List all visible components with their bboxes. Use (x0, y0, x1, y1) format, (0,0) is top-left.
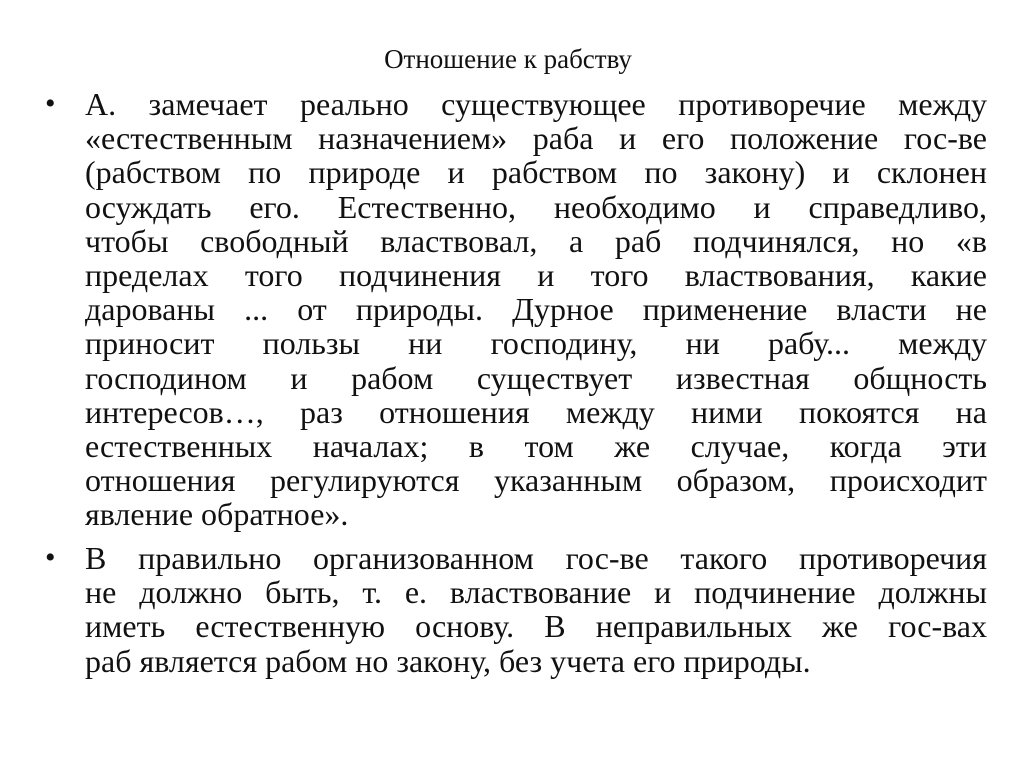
text-line: естественных началах; в том же случае, когда эти (85, 427, 987, 464)
text-line: приносит пользы ни господину, ни рабу... между (85, 325, 987, 362)
bullet-icon: • (45, 87, 56, 120)
text-line: осуждать его. Естественно, необходимо и справедливо, (85, 188, 987, 225)
text-line: пределах того подчинения и того властвования, какие (85, 256, 987, 293)
text-line: отношения регулируются указанным образом, происходит (85, 462, 987, 499)
text-line: (рабством по природе и рабством по закону) и склонен (85, 154, 987, 191)
text-line: господином и рабом существует известная общность (85, 359, 987, 396)
text-line: раб является рабом но закону, без учета его природы. (85, 642, 811, 679)
bullet-paragraph-1 (45, 86, 987, 533)
text-line: иметь естественную основу. В неправильных же гос-вах (85, 608, 987, 645)
text-line: не должно быть, т. е. властвование и подчинение должны (85, 574, 987, 611)
bullet-paragraph-2 (45, 540, 987, 679)
text-line: чтобы свободный властвовал, а раб подчинялся, но «в (85, 222, 987, 259)
text-line: «естественным назначением» раба и его положение гос-ве (85, 120, 987, 157)
text-line: В правильно организованном гос-ве такого противоречия (85, 540, 987, 576)
bullet-icon: • (45, 541, 56, 574)
text-line: А. замечает реально существующее противоречие между (85, 86, 987, 122)
text-line: дарованы ... от природы. Дурное применение власти не (85, 291, 987, 328)
text-line: явление обратное». (85, 496, 349, 533)
slide-title: Отношение к рабству (384, 44, 632, 74)
text-line: интересов…, раз отношения между ними покоятся на (85, 393, 987, 430)
